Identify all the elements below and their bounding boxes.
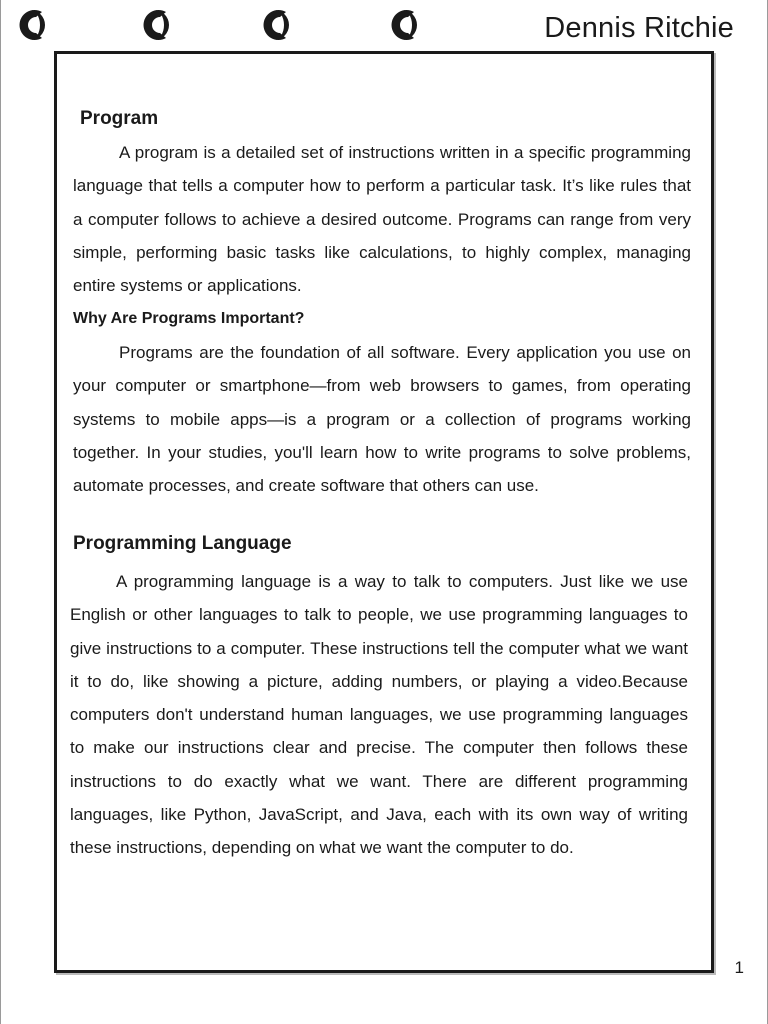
header-title: Dennis Ritchie [544,12,734,44]
section-heading-program: Program [80,108,159,129]
c-logo-icon [384,6,420,44]
paragraph-why-programs: Programs are the foundation of all software. Every application you use on your computer or smartphone—from web browsers to games, from operating systems to mobile apps—is a program or a collection of programs working together. In your studies, you'll learn how to write programs to solve problems, automate processes, and create software that others can use. [73,343,691,496]
c-logo-icon [136,6,172,44]
page-number: 1 [734,958,744,977]
section-heading-programming-language: Programming Language [73,533,292,554]
c-logo-icon [12,6,48,44]
subheading-why-programs: Why Are Programs Important? [73,310,305,327]
paragraph-program: A program is a detailed set of instructions written in a specific programming language that tells a computer how to perform a particular task. It’s like rules that a computer follows to achieve a desired outcome. Programs can range from very simple, performing basic tasks like calculations, to highly complex, managing entire systems or applications. [73,143,691,296]
page-edge-left [0,0,1,1024]
paragraph-programming-language: A programming language is a way to talk to computers. Just like we use English or other languages to talk to people, we use programming languages to give instructions to a computer. These instructions tell the computer what we want it to do, like showing a picture, adding numbers, or playing a video.Because computers don't understand human languages, we use programming languages to make our instructions clear and precise. The computer then follows these instructions to do exactly what we want. There are different programming languages, like Python, JavaScript, and Java, each with its own way of writing these instructions, depending on what we want the computer to do. [70,572,688,858]
c-logo-icon [256,6,292,44]
